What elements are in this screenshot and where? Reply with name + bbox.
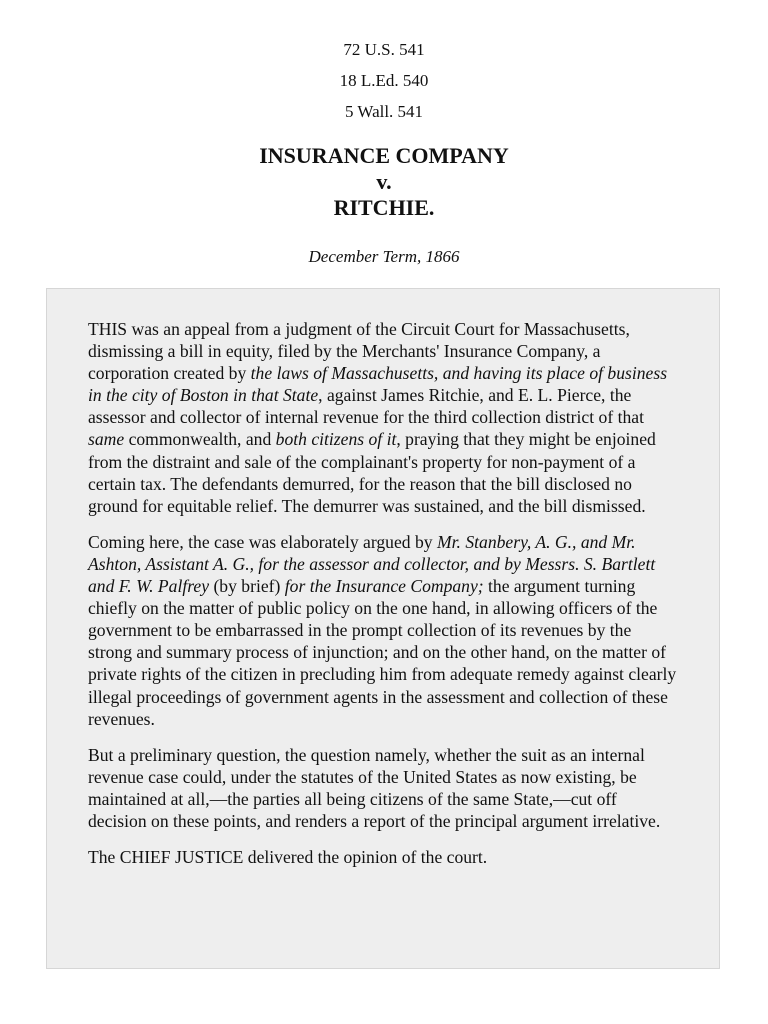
paragraph-preliminary-question (88, 744, 679, 832)
text-run: , praying that they might be enjoined from the distraint and sale of the complainant's property for non-payment of a certain tax. The defendants demurred, for the reason that the bill disclosed no ground for equitable relief. The demurrer was sustained, and the bill dismissed. (88, 429, 656, 516)
text-run: Coming here, the case was elaborately argued by (88, 531, 437, 552)
case-title-party1: INSURANCE COMPANY (259, 143, 509, 168)
paragraph-appeal (88, 318, 679, 517)
text-run: (by brief) (209, 576, 285, 597)
italic-run: for the Insurance Company; (284, 576, 484, 597)
text-run: THIS was an appeal from a judgment of the Circuit Court for Massachusetts, dismissing a bill in equity, filed by the Merchants' Insurance Company, a corporation created by (88, 319, 630, 384)
text-run: commonwealth, and (124, 429, 276, 450)
syllabus-panel (46, 288, 720, 969)
case-title (0, 143, 768, 221)
italic-run: Mr. Stanbery, A. G., and Mr. Ashton, Assistant A. G., for the assessor and collector, and by Messrs. S. Bartlett and F. W. Palfrey (88, 531, 656, 597)
citation-us-reports: 72 U.S. 541 (343, 40, 425, 59)
italic-run: same (88, 429, 125, 450)
text-run: The CHIEF JUSTICE delivered the opinion of the court. (88, 847, 488, 868)
citation-wallace: 5 Wall. 541 (344, 102, 424, 121)
italic-run: the laws of Massachusetts, and having its place of business in the city of Boston in that State (88, 363, 668, 406)
text-run: the argument turning chiefly on the matter of public policy on the one hand, in allowing officers of the government to be embarrassed in the prompt collection of its revenues by the strong and summary process of injunction; and on the other hand, on the matter of private rights of the citizen in precluding him from adequate remedy against clearly illegal proceedings of government agents in the assessment and collection of these revenues. (88, 576, 677, 729)
italic-run: both citizens of it (275, 429, 397, 450)
case-title-party2: RITCHIE. (333, 195, 435, 220)
term-date: December Term, 1866 (308, 247, 460, 266)
paragraph-opinion-delivery (88, 846, 679, 868)
paragraph-argument (88, 531, 679, 730)
case-title-versus: v. (376, 169, 392, 194)
citation-block (0, 34, 768, 127)
citation-lawyers-edition: 18 L.Ed. 540 (339, 71, 429, 90)
text-run: , against James Ritchie, and E. L. Pierce, the assessor and collector of internal revenue for the third collection district of that (88, 385, 644, 428)
text-run: But a preliminary question, the question namely, whether the suit as an internal revenue case could, under the statutes of the United States as now existing, be maintained at all,—the parties all being citizens of the same State,—cut off decision on these points, and renders a report of the principal argument irrelative. (88, 744, 661, 831)
